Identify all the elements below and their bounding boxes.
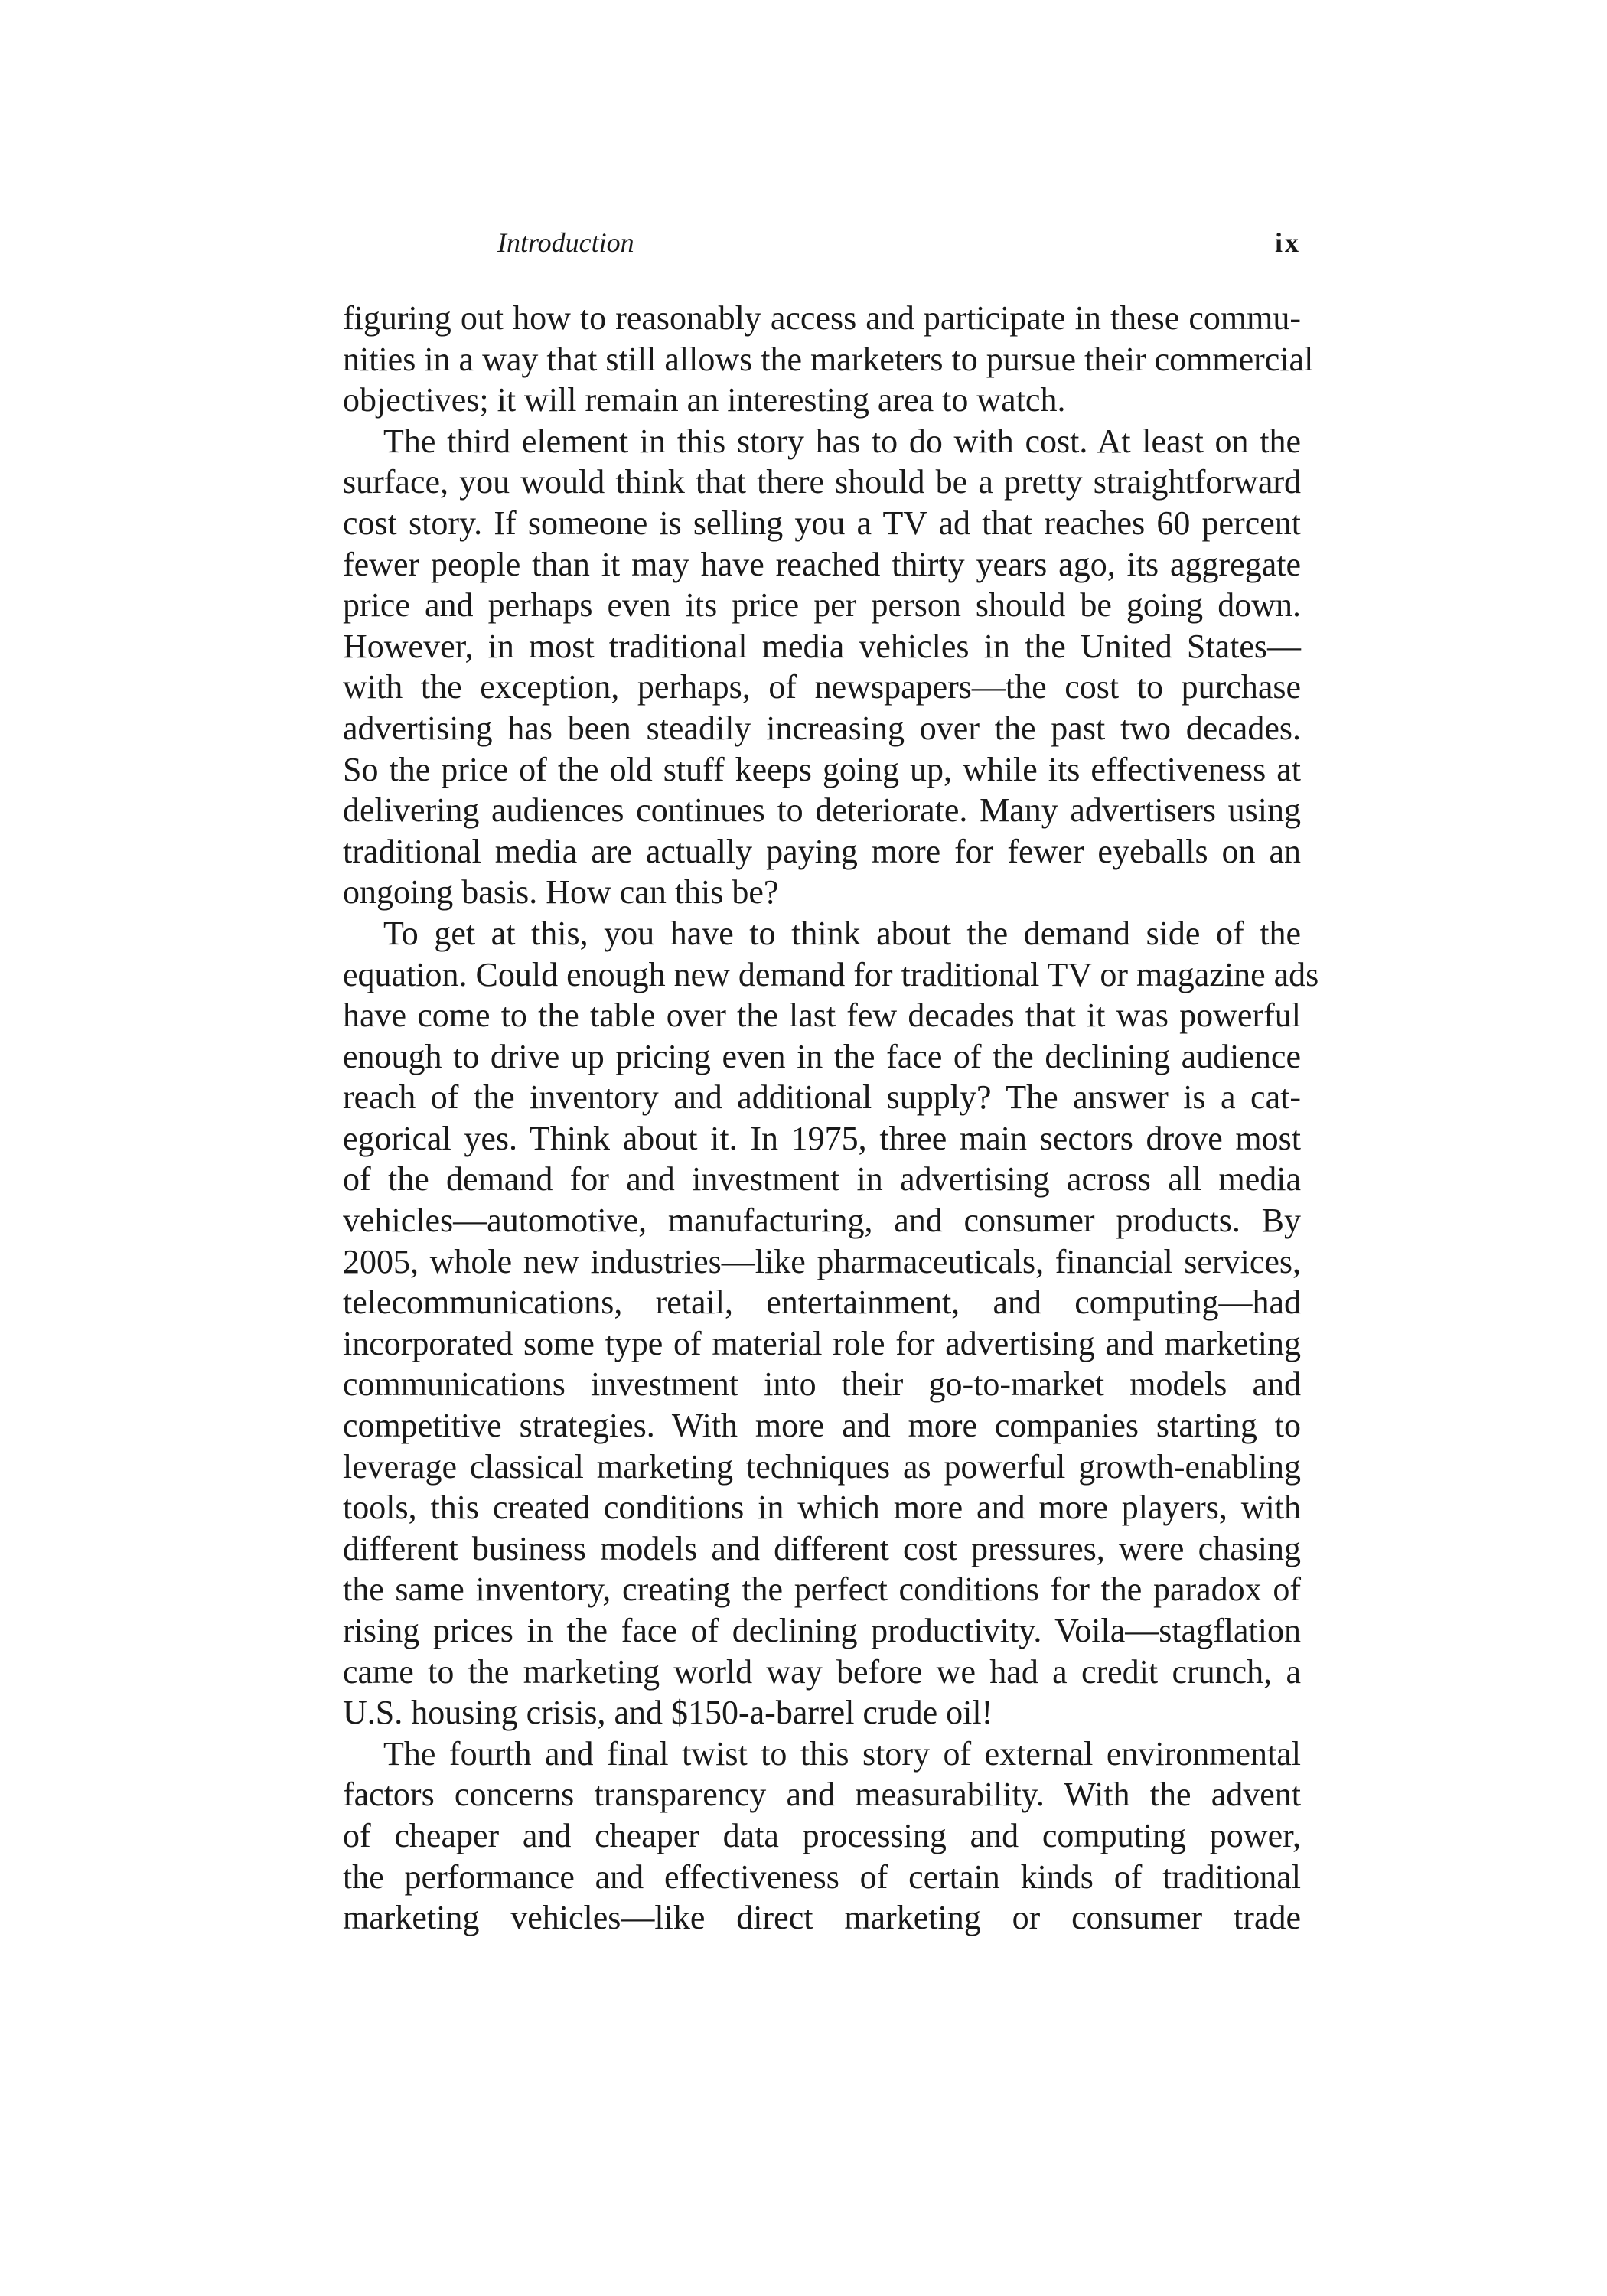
text-line: of cheaper and cheaper data processing and computing power,	[343, 1816, 1301, 1854]
text-line: equation. Could enough new demand for traditional TV or magazine ads	[343, 955, 1319, 993]
text-line: egorical yes. Think about it. In 1975, three main sectors drove most	[343, 1119, 1301, 1157]
text-line: marketing vehicles—like direct marketing or consumer trade	[343, 1899, 1301, 1937]
text-line: To get at this, you have to think about the demand side of the	[383, 914, 1301, 952]
text-line: The fourth and final twist to this story of external environmental	[383, 1734, 1301, 1773]
text-line: communications investment into their go-to-market models and	[343, 1365, 1301, 1404]
text-line: cost story. If someone is selling you a TV ad that reaches 60 percent	[343, 504, 1301, 542]
body-text	[343, 298, 1319, 1939]
text-line: delivering audiences continues to deteriorate. Many advertisers using	[343, 791, 1301, 830]
text-line: objectives; it will remain an interesting area to watch.	[343, 381, 1066, 419]
text-line: have come to the table over the last few decades that it was powerful	[343, 996, 1301, 1035]
text-line: fewer people than it may have reached thirty years ago, its aggregate	[343, 545, 1301, 583]
text-line: vehicles—automotive, manufacturing, and consumer products. By	[343, 1202, 1301, 1240]
text-line: with the exception, perhaps, of newspapers—the cost to purchase	[343, 668, 1301, 706]
running-head	[343, 223, 1301, 262]
text-line: However, in most traditional media vehicles in the United States—	[343, 627, 1301, 665]
text-line: reach of the inventory and additional supply? The answer is a cat-	[343, 1078, 1301, 1117]
page-number: ix	[1274, 227, 1301, 258]
text-line: leverage classical marketing techniques as powerful growth-enabling	[343, 1447, 1301, 1486]
text-line: surface, you would think that there should be a pretty straightforward	[343, 463, 1301, 501]
text-line: tools, this created conditions in which more and more players, with	[343, 1489, 1301, 1527]
text-line: The third element in this story has to do with cost. At least on the	[383, 422, 1301, 460]
text-line: the performance and effectiveness of certain kinds of traditional	[343, 1857, 1301, 1896]
text-line: enough to drive up pricing even in the face of the declining audience	[343, 1037, 1301, 1075]
text-line: figuring out how to reasonably access and participate in these commu-	[343, 299, 1301, 337]
text-line: advertising has been steadily increasing over the past two decades.	[343, 709, 1301, 747]
text-line: traditional media are actually paying more for fewer eyeballs on an	[343, 832, 1301, 870]
text-line: of the demand for and investment in advertising across all media	[343, 1160, 1301, 1199]
text-line: different business models and different cost pressures, were chasing	[343, 1529, 1301, 1567]
text-line: price and perhaps even its price per person should be going down.	[343, 586, 1301, 625]
running-head-title: Introduction	[497, 227, 634, 258]
text-line: incorporated some type of material role for advertising and marketing	[343, 1324, 1301, 1362]
text-line: rising prices in the face of declining productivity. Voila—stagflation	[343, 1612, 1301, 1649]
text-line: nities in a way that still allows the marketers to pursue their commercial	[343, 340, 1314, 378]
text-line: competitive strategies. With more and more companies starting to	[343, 1407, 1301, 1445]
text-line: 2005, whole new industries—like pharmaceuticals, financial services,	[343, 1242, 1301, 1280]
text-line: came to the marketing world way before we had a credit crunch, a	[343, 1652, 1301, 1691]
text-line: So the price of the old stuff keeps going up, while its effectiveness at	[343, 750, 1301, 788]
text-line: factors concerns transparency and measurability. With the advent	[343, 1776, 1301, 1814]
text-line: telecommunications, retail, entertainment, and computing—had	[343, 1283, 1301, 1322]
text-line: U.S. housing crisis, and $150-a-barrel crude oil!	[343, 1694, 993, 1732]
text-line: ongoing basis. How can this be?	[343, 873, 779, 912]
text-line: the same inventory, creating the perfect conditions for the paradox of	[343, 1570, 1301, 1609]
